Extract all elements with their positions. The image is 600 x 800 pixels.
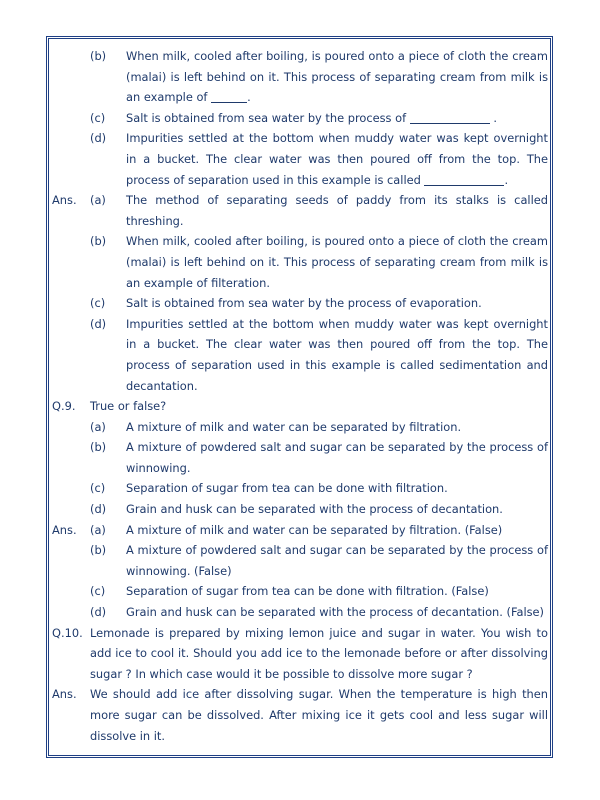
answer-text: A mixture of powdered salt and sugar can be separated by the process of winnowing. (False) [126,543,548,578]
question-d: (d) Impurities settled at the bottom when muddy water was kept overnight in a bucket. The clear water was then poured off from the top. The process of separation used in this example is called . [52,128,548,190]
answer-text: We should add ice after dissolving sugar. When the temperature is high then more sugar can be dissolved. After mixing ice it gets cool and less sugar will dissolve in it. [90,687,548,743]
answer-blank [211,90,247,103]
question-c: (c) Salt is obtained from sea water by the process of . [52,108,548,129]
answer-c [52,293,548,314]
question-10 [52,623,548,685]
question-text: Lemonade is prepared by mixing lemon juice and sugar in water. You wish to add ice to cool it. Should you add ice to the lemonade before or after dissolving sugar ? In which case would it be possible to dissolve more sugar ? [90,625,548,681]
item-label: (d) [90,131,107,146]
statement-text: A mixture of powdered salt and sugar can be separated by the process of winnowing. [126,440,548,475]
item-label: (c) [90,296,106,311]
answer-text: Separation of sugar from tea can be done with filtration. (False) [126,584,489,599]
item-label: (d) [90,316,107,331]
q9-item-a [52,417,548,438]
answer-a [52,190,548,231]
item-label: (c) [90,481,106,496]
statement-text: Grain and husk can be separated with the process of decantation. [126,502,503,517]
item-label: (c) [90,584,106,599]
item-label: (d) [90,605,107,620]
answer-blank [410,111,490,124]
answer-text: Grain and husk can be separated with the process of decantation. (False) [126,605,544,620]
q9-item-b [52,437,548,478]
answer-text: When milk, cooled after boiling, is poured onto a piece of cloth the cream (malai) is left behind on it. This process of separating cream from milk is an example of filteration. [126,234,548,290]
item-label: (b) [90,234,107,249]
answer-b [52,231,548,293]
item-label: (a) [90,193,106,208]
item-label: (a) [90,522,106,537]
answer2-c [52,581,548,602]
question-text: When milk, cooled after boiling, is poured onto a piece of cloth the cream (malai) is left behind on it. This process of separating cream from milk is an example of [126,49,548,105]
answer-d [52,314,548,396]
question-number: Q.10. [52,625,83,640]
answer2-d [52,602,548,623]
q9-item-c [52,478,548,499]
question-text: Salt is obtained from sea water by the process of [126,110,407,125]
answer-text: Salt is obtained from sea water by the process of evaporation. [126,296,482,311]
item-label: (b) [90,543,107,558]
item-label: (a) [90,419,106,434]
answer2-b [52,540,548,581]
question-title: True or false? [90,399,167,414]
page-content [52,46,548,746]
answer2-a [52,520,548,541]
answer-prefix: Ans. [52,522,77,537]
item-label: (b) [90,440,107,455]
item-label: (d) [90,502,107,517]
answer-text: A mixture of milk and water can be separated by filtration. (False) [126,522,503,537]
q9-item-d [52,499,548,520]
answer-prefix: Ans. [52,687,77,702]
answer-text: Impurities settled at the bottom when muddy water was kept overnight in a bucket. The clear water was then poured off from the top. The process of separation used in this example is called sedimentation and decantation. [126,316,548,393]
answer-text: The method of separating seeds of paddy from its stalks is called threshing. [126,193,548,228]
statement-text: A mixture of milk and water can be separated by filtration. [126,419,462,434]
question-number: Q.9. [52,399,76,414]
item-label: (b) [90,49,107,63]
answer-blank [424,173,504,186]
item-label: (c) [90,110,106,125]
answer-prefix: Ans. [52,193,77,208]
question-text: Impurities settled at the bottom when muddy water was kept overnight in a bucket. The clear water was then poured off from the top. The process of separation used in this example is called [126,131,548,187]
question-9 [52,396,548,417]
answer-10 [52,684,548,746]
statement-text: Separation of sugar from tea can be done with filtration. [126,481,448,496]
question-b: (b) When milk, cooled after boiling, is poured onto a piece of cloth the cream (malai) is left behind on it. This process of separating cream from milk is an example of . [52,46,548,108]
